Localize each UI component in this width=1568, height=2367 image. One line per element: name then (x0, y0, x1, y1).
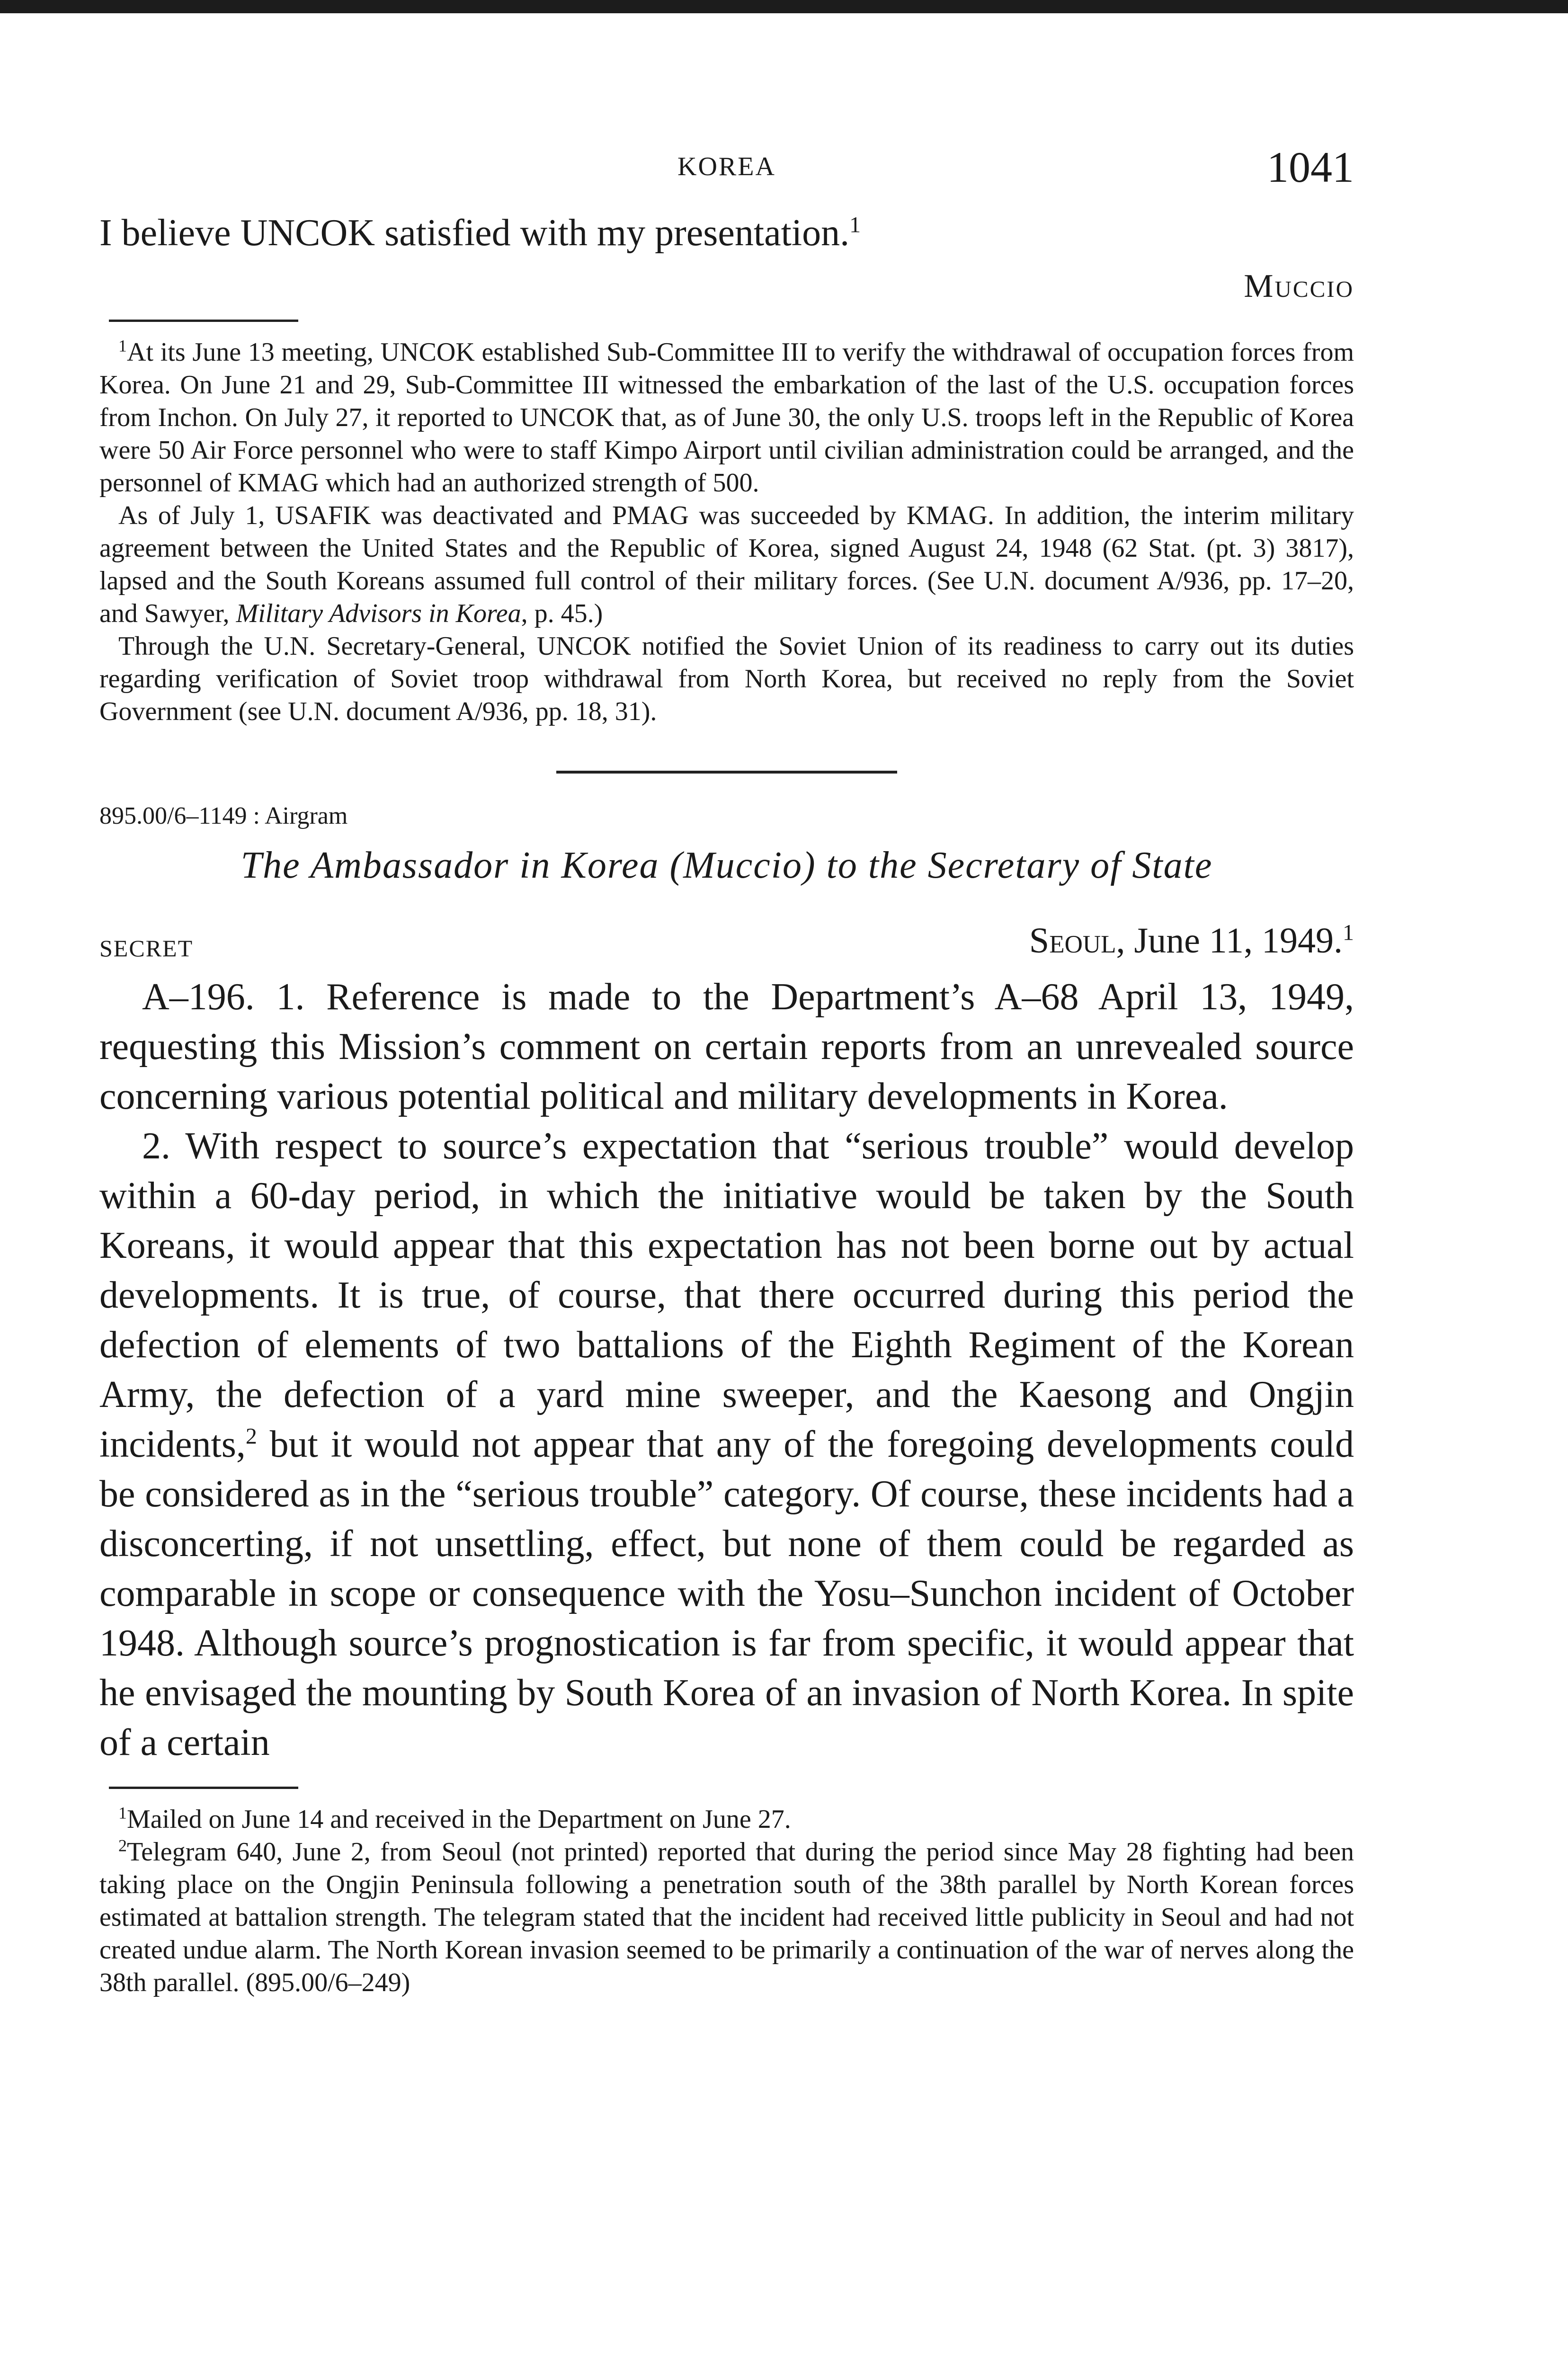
dateline-row (99, 916, 1354, 968)
footnote-rule (109, 1787, 298, 1789)
top-edge-rule (0, 0, 1568, 13)
footnote (99, 630, 1354, 728)
footnote (99, 1803, 1354, 1836)
dateline (1029, 920, 1354, 961)
dateline-date: , June 11, 1949. (1116, 921, 1343, 961)
section-divider (556, 771, 897, 774)
footnote-ref: 2 (245, 1424, 257, 1449)
document-title: The Ambassador in Korea (Muccio) to the Secretary of State (241, 845, 1213, 886)
footnote (99, 336, 1354, 499)
footnote (99, 1836, 1354, 1999)
opening-line (99, 208, 1354, 258)
running-head (99, 142, 1354, 199)
footnote-text: Through the U.N. Secretary-General, UNCOK notified the Soviet Union of its readiness to carry out its duties regarding verification of Soviet troop withdrawal from North Korea, but received no reply from the Soviet Government (see U.N. document A/936, pp. 18, 31). (99, 632, 1354, 726)
paragraph-2 (99, 1121, 1354, 1768)
footnote-text: , p. 45.) (521, 599, 603, 628)
footnote-text: Telegram 640, June 2, from Seoul (not printed) reported that during the period since May 28 fighting had been taking place on the Ongjin Peninsula following a penetration south of the 38th parallel by North Korean forces estimated at battalion strength. The telegram stated that the incident had received little publicity in Seoul and had not created undue alarm. The North Korean invasion seemed to be primarily a continuation of the war of nerves along the 38th parallel. (895.00/6–249) (99, 1837, 1354, 1997)
page-number: 1041 (1267, 143, 1354, 191)
paragraph-text: but it would not appear that any of the foregoing developments could be considered as in the “serious trouble” category. Of course, these incidents had a disconcerting, if not unsettling, effect, but none of them could be regarded as comparable in scope or consequence with the Yosu–Sunchon incident of October 1948. Although source’s prognostication is far from specific, it would appear that he envisaged the mounting by South Korea of an invasion of North Korea. In spite of a certain (99, 1424, 1354, 1763)
footnote-marker: 1 (118, 336, 127, 356)
file-number: 895.00/6–1149 : Airgram (99, 802, 348, 829)
book-page (99, 142, 1354, 1999)
paragraph-text: 2. With respect to source’s expectation that “serious trouble” would develop within a 60-day period, in which the initiative would be taken by the South Koreans, it would appear that this expectation has not been borne out by actual developments. It is true, of course, that there occurred during this period the defection of elements of two battalions of the Eighth Regiment of the Korean Army, the defection of a yard mine sweeper, and the Kaesong and Ongjin incidents, (99, 1125, 1354, 1465)
footnote (99, 499, 1354, 630)
dateline-place: Seoul (1029, 921, 1116, 961)
footnote-text: Mailed on June 14 and received in the Department on June 27. (127, 1805, 791, 1834)
footnote-marker: 2 (118, 1836, 127, 1855)
footnotes-top (99, 336, 1354, 728)
signature: Muccio (1244, 268, 1354, 304)
paragraph-1: A–196. 1. Reference is made to the Department’s A–68 April 13, 1949, requesting this Mission’s comment on certain reports from an unrevealed source concerning various potential political and military developments in Korea. (99, 976, 1354, 1117)
opening-text: I believe UNCOK satisfied with my presentation. (99, 212, 850, 254)
footnotes-bottom (99, 1803, 1354, 1999)
footnote-rule (109, 320, 298, 322)
footnote-ref: 1 (1343, 920, 1354, 945)
footnote-italic-title: Military Advisors in Korea (236, 599, 521, 628)
classification-label: SECRET (99, 935, 194, 961)
running-title: KOREA (677, 152, 776, 181)
footnote-text: As of July 1, USAFIK was deactivated and PMAG was succeeded by KMAG. In addition, the interim military agreement between the United States and the Republic of Korea, signed August 24, 1948 (62 Stat. (pt. 3) 3817), lapsed and the South Koreans assumed full control of their military forces. (See U.N. document A/936, pp. 17–20, and Sawyer, (99, 501, 1354, 628)
footnote-text: At its June 13 meeting, UNCOK established Sub-Committee III to verify the withdrawal of occupation forces from Korea. On June 21 and 29, Sub-Committee III witnessed the embarkation of the last of the U.S. occupation forces from Inchon. On July 27, it reported to UNCOK that, as of June 30, the only U.S. troops left in the Republic of Korea were 50 Air Force personnel who were to staff Kimpo Airport until civilian administration could be arranged, and the personnel of KMAG which had an authorized strength of 500. (99, 338, 1354, 498)
footnote-marker: 1 (118, 1803, 127, 1823)
footnote-ref: 1 (849, 212, 861, 238)
